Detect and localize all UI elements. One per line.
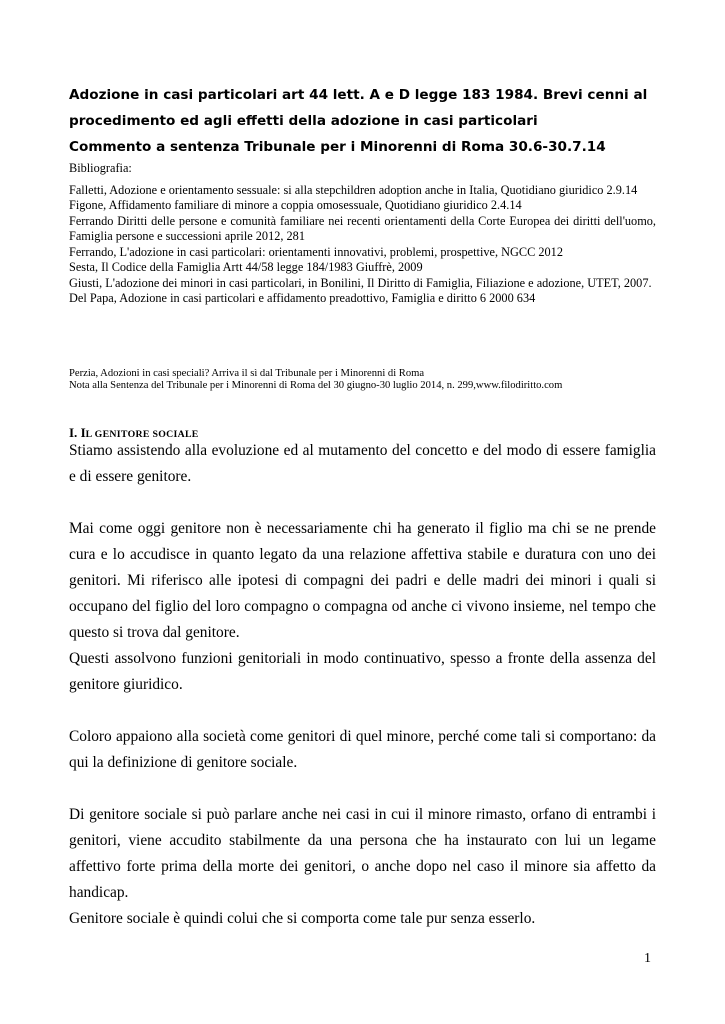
bibliography-entry: Sesta, Il Codice della Famiglia Artt 44/58 legge 184/1983 Giuffrè, 2009 <box>69 260 423 274</box>
bibliography <box>69 161 656 307</box>
section-title-initial: I <box>80 425 86 440</box>
section-number: I. <box>69 425 81 440</box>
bibliography-entry: Ferrando Diritti delle persone e comunità familiare nei recenti orientamenti della Corte Europea dei diritti dell'uomo, Famiglia persone e successioni aprile 2012, 281 <box>69 213 656 243</box>
paragraph: Stiamo assistendo alla evoluzione ed al mutamento del concetto e del modo di essere famiglia e di essere genitore. <box>69 442 656 485</box>
section-title-rest: L GENITORE SOCIALE <box>85 429 199 440</box>
note-line: Nota alla Sentenza del Tribunale per i Minorenni di Roma del 30 giugno-30 luglio 2014, n. 299,www.filodiritto.com <box>69 379 563 391</box>
section-body <box>69 438 656 932</box>
bibliography-entry: Figone, Affidamento familiare di minore a coppia omosessuale, Quotidiano giuridico 2.4.14 <box>69 198 522 212</box>
bibliography-entry: Del Papa, Adozione in casi particolari e affidamento preadottivo, Famiglia e diritto 6 2000 634 <box>69 291 536 305</box>
paragraph: Mai come oggi genitore non è necessariamente chi ha generato il figlio ma chi se ne prende cura e lo accudisce in quanto legato da una relazione affettiva stabile e duratura con uno dei genitori. Mi riferisco alle ipotesi di compagni dei padri e delle madri dei minori i quali si occupano del figlio del loro compagno o compagna od anche ci vivono insieme, nel tempo che questo si trova dal genitore. <box>69 520 656 641</box>
paragraph: Coloro appaiono alla società come genitori di quel minore, perché come tali si comportano: da qui la definizione di genitore sociale. <box>69 728 656 771</box>
notes <box>69 368 656 391</box>
paragraph: Questi assolvono funzioni genitoriali in modo continuativo, spesso a fronte della assenza del genitore giuridico. <box>69 650 656 693</box>
paragraph: Di genitore sociale si può parlare anche nei casi in cui il minore rimasto, orfano di entrambi i genitori, viene accudito stabilmente da una persona che ha instaurato con lui un legame affettivo forte prima della morte dei genitori, o anche dopo nel caso il minore sia affetto da handicap. <box>69 806 656 901</box>
title-line-1: Adozione in casi particolari art 44 lett. A e D legge 183 1984. Brevi cenni al <box>69 87 648 103</box>
bibliography-entry: Ferrando, L'adozione in casi particolari: orientamenti innovativi, problemi, prospettive, NGCC 2012 <box>69 244 563 259</box>
note-line: Perzia, Adozioni in casi speciali? Arriva il sì dal Tribunale per i Minorenni di Roma <box>69 368 425 379</box>
title-line-2: procedimento ed agli effetti della adozione in casi particolari <box>69 113 538 129</box>
bibliography-heading: Bibliografia: <box>69 161 132 175</box>
document-title <box>69 82 656 160</box>
bibliography-entry: Giusti, L'adozione dei minori in casi particolari, in Bonilini, Il Diritto di Famiglia, Filiazione e adozione, UTET, 2007. <box>69 275 652 290</box>
bibliography-entry: Falletti, Adozione e orientamento sessuale: si alla stepchildren adoption anche in Italia, Quotidiano giuridico 2.9.14 <box>69 182 638 197</box>
page-number: 1 <box>644 951 651 966</box>
title-line-3: Commento a sentenza Tribunale per i Minorenni di Roma 30.6-30.7.14 <box>69 139 606 155</box>
paragraph: Genitore sociale è quindi colui che si comporta come tale pur senza esserlo. <box>69 910 536 927</box>
